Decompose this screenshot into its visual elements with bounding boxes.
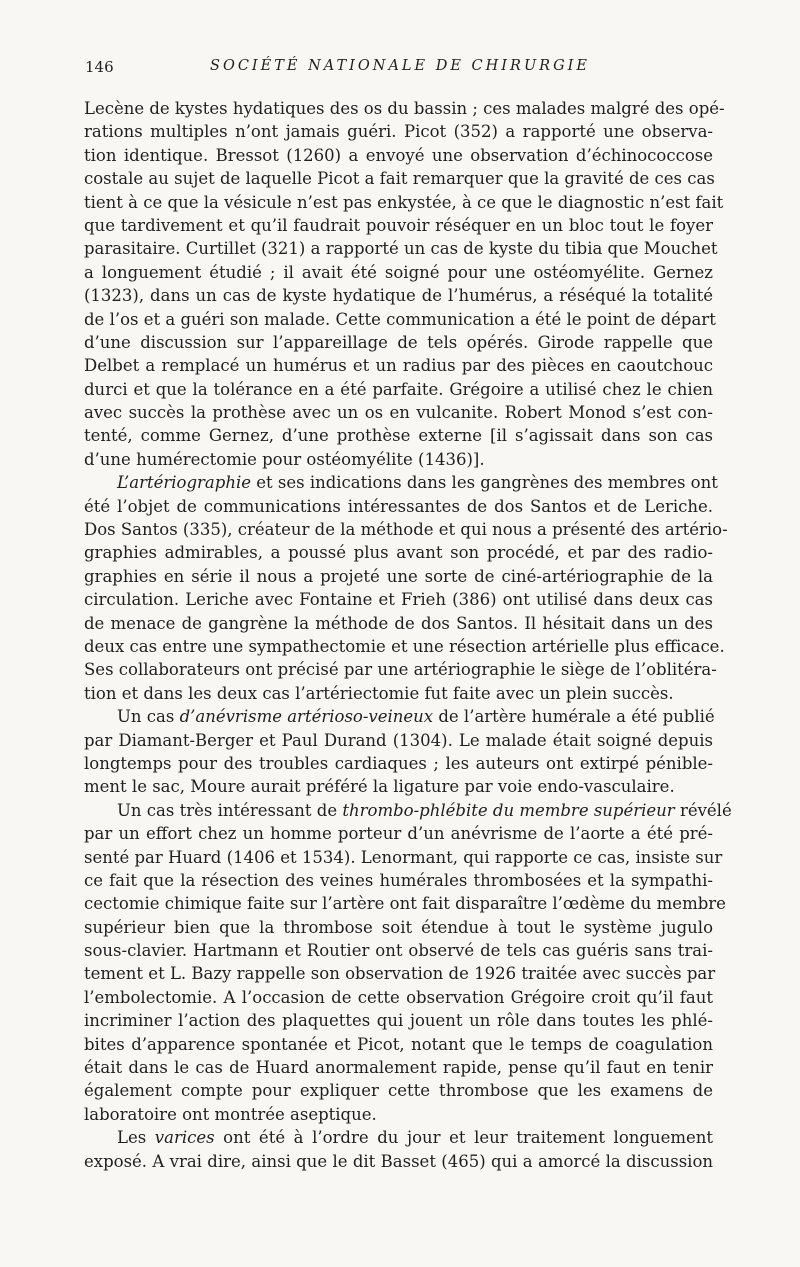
text-line: Un cas d’anévrisme artérioso-veineux de l’artère humérale a été publié — [117, 707, 715, 727]
text-line: Delbet a remplacé un humérus et un radius par des pièces en caoutchouc — [84, 356, 713, 376]
page-number: 146 — [85, 58, 114, 76]
text-line: que tardivement et qu’il faudrait pouvoir réséquer en un bloc tout le foyer — [84, 215, 713, 235]
text-line: senté par Huard (1406 et 1534). Lenormant, qui rapporte ce cas, insiste sur — [84, 847, 723, 867]
text-line: tement et L. Bazy rappelle son observation de 1926 traitée avec succès par — [84, 964, 716, 984]
text-line: laboratoire ont montrée aseptique. — [84, 1104, 377, 1124]
text-line: l’embolectomie. A l’occasion de cette observation Grégoire croit qu’il faut — [84, 987, 713, 1007]
text-line: cectomie chimique faite sur l’artère ont fait disparaître l’œdème du membre — [84, 894, 726, 914]
text-line: Lecène de kystes hydatiques des os du bassin ; ces malades malgré des opé- — [84, 99, 725, 118]
text-line: été l’objet de communications intéressantes de dos Santos et de Leriche. — [84, 496, 713, 516]
italic-term: thrombo-phlébite du membre supérieur — [342, 800, 675, 820]
italic-term: varices — [154, 1128, 215, 1148]
text-line: Un cas très intéressant de thrombo-phlébite du membre supérieur révélé — [117, 800, 732, 820]
text-line: graphies admirables, a poussé plus avant son procédé, et par des radio- — [84, 543, 713, 563]
text-line: était dans le cas de Huard anormalement rapide, pense qu’il faut en tenir — [84, 1058, 713, 1078]
text-line: deux cas entre une sympathectomie et une résection artérielle plus efficace. — [84, 636, 725, 656]
text-line: costale au sujet de laquelle Picot a fait remarquer que la gravité de ces cas — [84, 169, 715, 189]
italic-term: L’artériographie — [117, 473, 251, 493]
text-line: rations multiples n’ont jamais guéri. Picot (352) a rapporté une observa- — [84, 122, 713, 142]
text-line: tion et dans les deux cas l’artériectomie fut faite avec un plein succès. — [84, 683, 674, 703]
text-line: bites d’apparence spontanée et Picot, notant que le temps de coagulation — [84, 1034, 713, 1054]
text-line: supérieur bien que la thrombose soit étendue à tout le système jugulo — [84, 917, 713, 937]
text-line: tion identique. Bressot (1260) a envoyé une observation d’échinococcose — [84, 145, 713, 165]
text-line: sous-clavier. Hartmann et Routier ont observé de tels cas guéris sans trai- — [84, 941, 713, 961]
body-text — [84, 97, 732, 1173]
text-line: de menace de gangrène la méthode de dos Santos. Il hésitait dans un des — [84, 613, 713, 633]
text-line: Dos Santos (335), créateur de la méthode et qui nous a présenté des artério- — [84, 520, 728, 540]
text-line: exposé. A vrai dire, ainsi que le dit Basset (465) qui a amorcé la discussion — [84, 1151, 713, 1171]
text-line: également compte pour expliquer cette thrombose que les examens de — [84, 1081, 713, 1101]
text-line: d’une discussion sur l’appareillage de tels opérés. Girode rappelle que — [84, 332, 713, 352]
text-line: par un effort chez un homme porteur d’un anévrisme de l’aorte a été pré- — [84, 824, 713, 844]
italic-term: d’anévrisme artérioso-veineux — [179, 707, 434, 727]
text-line: longtemps pour des troubles cardiaques ; les auteurs ont extirpé pénible- — [84, 753, 713, 773]
text-line: incriminer l’action des plaquettes qui jouent un rôle dans toutes les phlé- — [84, 1011, 713, 1031]
text-line: a longuement étudié ; il avait été soigné pour une ostéomyélite. Gernez — [84, 262, 713, 282]
text-line: tient à ce que la vésicule n’est pas enkystée, à ce que le diagnostic n’est fait — [84, 192, 724, 212]
text-line: Les varices ont été à l’ordre du jour et leur traitement longuement — [117, 1128, 713, 1148]
text-line: ce fait que la résection des veines humérales thrombosées et la sympathi- — [84, 870, 713, 890]
text-line: L’artériographie et ses indications dans les gangrènes des membres ont — [117, 473, 718, 493]
text-line: (1323), dans un cas de kyste hydatique de l’humérus, a réséqué la totalité — [84, 286, 713, 306]
text-line: parasitaire. Curtillet (321) a rapporté un cas de kyste du tibia que Mouchet — [84, 239, 718, 259]
text-line: graphies en série il nous a projeté une sorte de ciné-artériographie de la — [84, 566, 713, 586]
text-line: durci et que la tolérance en a été parfaite. Grégoire a utilisé chez le chien — [84, 379, 713, 399]
text-line: d’une humérectomie pour ostéomyélite (1436)]. — [84, 449, 485, 469]
text-line: ment le sac, Moure aurait préféré la ligature par voie endo-vasculaire. — [84, 777, 675, 797]
text-line: Ses collaborateurs ont précisé par une artériographie le siège de l’oblitéra- — [84, 660, 717, 680]
text-line: tenté, comme Gernez, d’une prothèse externe [il s’agissait dans son cas — [84, 426, 713, 446]
page-header — [85, 58, 715, 80]
running-head: SOCIÉTÉ NATIONALE DE CHIRURGIE — [210, 58, 590, 74]
text-line: avec succès la prothèse avec un os en vulcanite. Robert Monod s’est con- — [84, 403, 713, 423]
text-line: circulation. Leriche avec Fontaine et Frieh (386) ont utilisé dans deux cas — [84, 590, 713, 610]
text-line: par Diamant-Berger et Paul Durand (1304). Le malade était soigné depuis — [84, 730, 713, 750]
text-line: de l’os et a guéri son malade. Cette communication a été le point de départ — [84, 309, 716, 329]
